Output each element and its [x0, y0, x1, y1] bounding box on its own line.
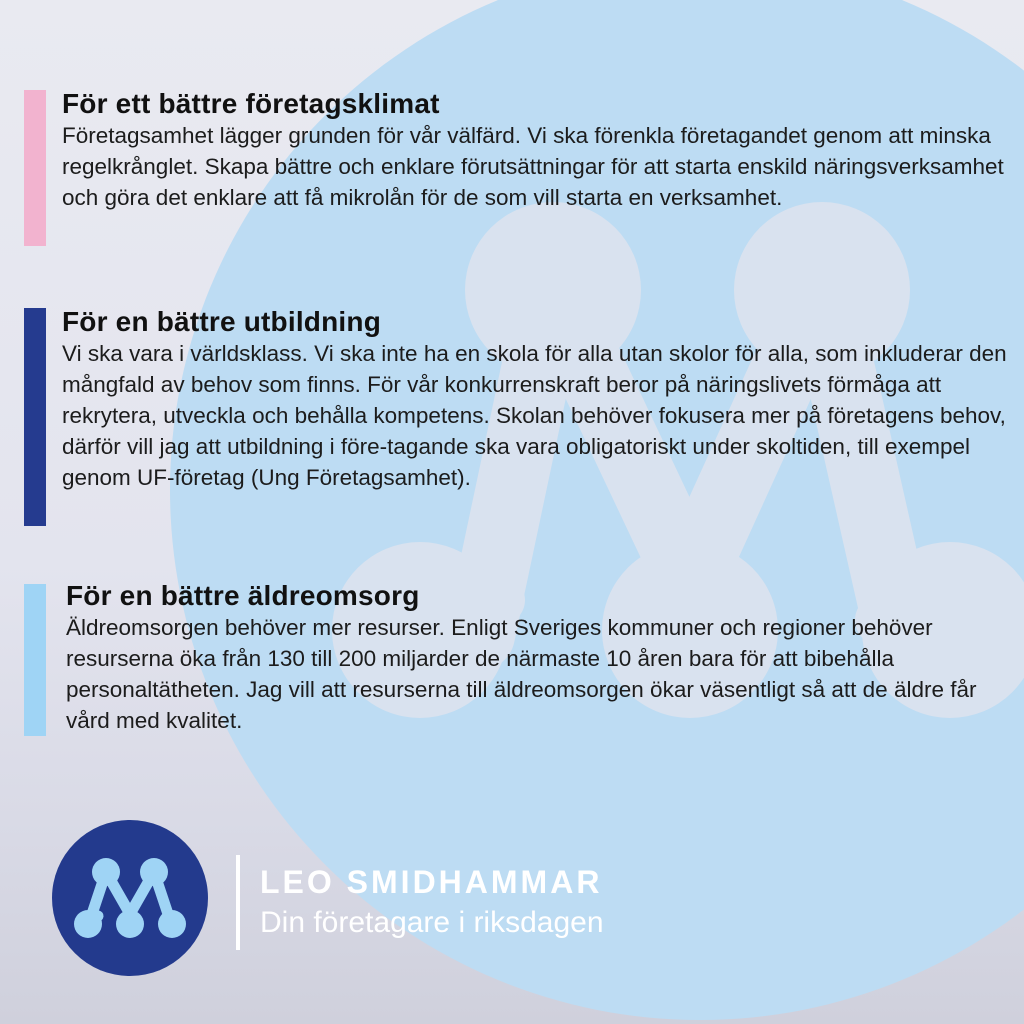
section-title: För en bättre äldreomsorg — [66, 580, 420, 611]
section-business-climate — [0, 86, 1024, 256]
candidate-name: LEO SMIDHAMMAR — [260, 864, 603, 900]
footer-divider — [236, 855, 240, 950]
section-title: För ett bättre företagsklimat — [62, 88, 440, 119]
moderaterna-m-logo-icon — [52, 820, 208, 976]
pink-accent-bar — [24, 90, 46, 246]
navy-accent-bar — [24, 308, 46, 526]
section-education — [0, 306, 1024, 536]
section-title: För en bättre utbildning — [62, 306, 381, 337]
candidate-tagline: Din företagare i riksdagen — [260, 906, 604, 939]
section-body: Vi ska vara i världsklass. Vi ska inte ha en skola för alla utan skolor för alla, som inkluderar den mångfald av behov som finns. För vår konkurrenskraft beror på näringslivets förmåga att rekrytera, utveckla och behålla kompetens. Skolan behöver fokusera mer på företagens behov, därför vill jag att utbildning i före-tagande ska vara obligatoriskt under skoltiden, till exempel genom UF-företag (Ung Företagsamhet). — [62, 341, 1007, 490]
section-body: Äldreomsorgen behöver mer resurser. Enligt Sveriges kommuner och regioner behöver resurserna öka från 130 till 200 miljarder de närmaste 10 åren bara för att bibehålla personaltätheten. Jag vill att resurserna till äldreomsorgen ökar väsentligt så att de äldre får vård med kvalitet. — [66, 615, 977, 733]
light-blue-accent-bar — [24, 584, 46, 736]
section-body: Företagsamhet lägger grunden för vår välfärd. Vi ska förenkla företagandet genom att minska regelkrånglet. Skapa bättre och enklare förutsättningar för att starta enskild näringsverksamhet och göra det enklare att få mikrolån för de som vill starta en verksamhet. — [62, 123, 1004, 210]
section-elderly-care — [0, 580, 1024, 750]
